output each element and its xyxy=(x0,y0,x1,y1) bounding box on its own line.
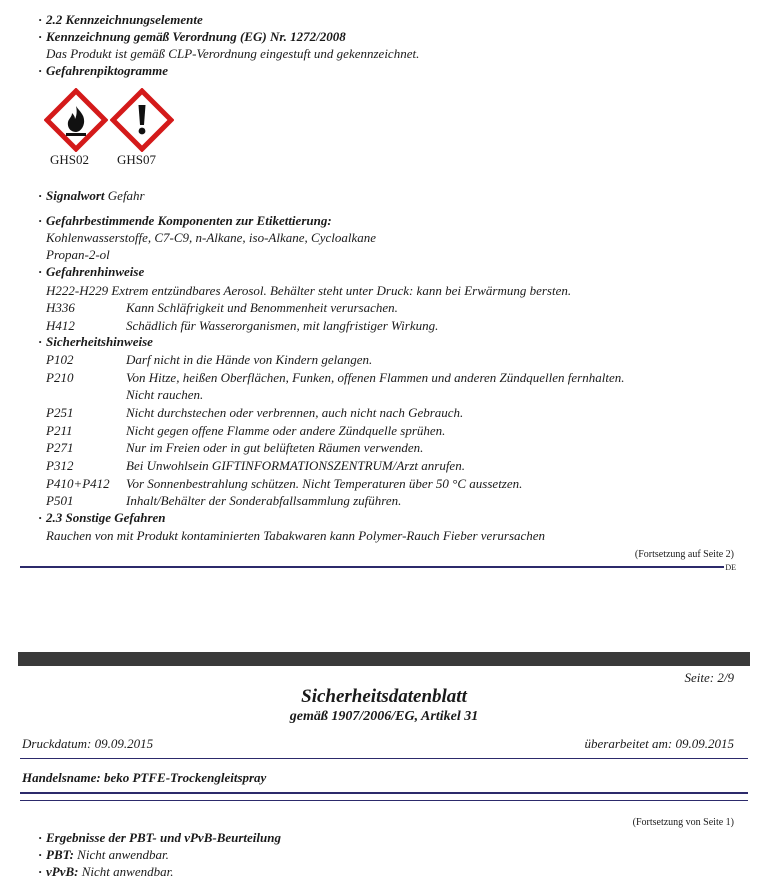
vpvb-row xyxy=(46,864,173,880)
flame-icon xyxy=(44,88,108,152)
signal-word xyxy=(46,188,145,204)
precaution-text: Nicht gegen offene Flamme oder andere Zündquelle sprühen. xyxy=(126,423,446,438)
precaution-code: P271 xyxy=(46,440,74,455)
clp-heading: · Kennzeichnung gemäß Verordnung (EG) Nr. 1272/2008 xyxy=(46,29,346,45)
header-divider-1 xyxy=(20,758,748,759)
precaution-code: P410+P412 xyxy=(46,476,110,491)
pictograms-heading: · Gefahrenpiktogramme xyxy=(46,63,168,79)
pbt-heading: · Ergebnisse der PBT- und vPvB-Beurteilung xyxy=(46,830,281,846)
continued-note: (Fortsetzung auf Seite 2) xyxy=(634,549,734,560)
precaution-code: P501 xyxy=(46,493,74,508)
page-separator-bar xyxy=(18,652,750,666)
components-line-2: Propan-2-ol xyxy=(46,247,110,262)
precaution-text: Von Hitze, heißen Oberflächen, Funken, offenen Flammen und anderen Zündquellen fernhalten. xyxy=(126,370,625,385)
components-line-1: Kohlenwasserstoffe, C7-C9, n-Alkane, iso-Alkane, Cycloalkane xyxy=(46,230,376,245)
precaution-text: Bei Unwohlsein GIFTINFORMATIONSZENTRUM/Arzt anrufen. xyxy=(126,458,465,473)
hazard-heading: · Gefahrenhinweise xyxy=(46,264,144,280)
precaution-code: P251 xyxy=(46,405,74,420)
hazard-text: Kann Schläfrigkeit und Benommenheit verursachen. xyxy=(126,300,398,315)
section-2-2-title: · 2.2 Kennzeichnungselemente xyxy=(46,12,203,28)
precaution-text: Nicht durchstechen oder verbrennen, auch nicht nach Gebrauch. xyxy=(126,405,464,420)
precaution-code: P211 xyxy=(46,423,73,438)
hazard-code: H222-H229 xyxy=(46,283,109,298)
pbt-value: Nicht anwendbar. xyxy=(77,847,169,862)
pictogram-label-ghs07: GHS07 xyxy=(117,152,157,167)
precaution-text: Darf nicht in die Hände von Kindern gelangen. xyxy=(126,352,373,367)
hazard-text: Extrem entzündbares Aerosol. Behälter steht unter Druck: kann bei Erwärmung bersten. xyxy=(111,283,572,298)
hazard-code: H412 xyxy=(46,318,75,333)
exclamation-icon xyxy=(110,88,174,152)
revised-date: überarbeitet am: 09.09.2015 xyxy=(584,736,734,751)
document-subtitle: gemäß 1907/2006/EG, Artikel 31 xyxy=(289,709,479,724)
vpvb-label: vPvB: xyxy=(46,864,79,879)
precaution-heading: · Sicherheitshinweise xyxy=(46,334,153,350)
lang-code: DE xyxy=(725,563,736,572)
page-number: Seite: 2/9 xyxy=(684,670,734,685)
pbt-row xyxy=(46,847,169,863)
pbt-label: PBT: xyxy=(46,847,74,862)
document-title: Sicherheitsdatenblatt xyxy=(301,686,467,707)
hazard-text: Schädlich für Wasserorganismen, mit langfristiger Wirkung. xyxy=(126,318,439,333)
vpvb-value: Nicht anwendbar. xyxy=(81,864,174,879)
precaution-text: Vor Sonnenbestrahlung schützen. Nicht Temperaturen über 50 °C aussetzen. xyxy=(126,476,523,491)
precaution-code: P102 xyxy=(46,352,74,367)
header-divider-2 xyxy=(20,792,748,794)
precaution-text: Inhalt/Behälter der Sonderabfallsammlung zuführen. xyxy=(126,493,402,508)
hazard-h222 xyxy=(46,283,571,299)
signal-value: Gefahr xyxy=(107,188,145,203)
trade-name: Handelsname: beko PTFE-Trockengleitspray xyxy=(22,770,267,785)
hazard-code: H336 xyxy=(46,300,75,315)
precaution-code: P312 xyxy=(46,458,74,473)
section-2-3-title: · 2.3 Sonstige Gefahren xyxy=(46,510,166,526)
precaution-text: Nur im Freien oder in gut belüfteten Räumen verwenden. xyxy=(126,440,424,455)
print-date: Druckdatum: 09.09.2015 xyxy=(22,736,154,751)
precaution-text-cont: Nicht rauchen. xyxy=(126,387,204,402)
clp-text: Das Produkt ist gemäß CLP-Verordnung eingestuft und gekennzeichnet. xyxy=(46,46,420,61)
signal-label: Signalwort xyxy=(46,188,105,203)
header-divider-3 xyxy=(20,800,748,801)
continued-from-note: (Fortsetzung von Seite 1) xyxy=(632,817,734,828)
pictogram-label-ghs02: GHS02 xyxy=(50,152,90,167)
footer-divider xyxy=(20,566,724,568)
precaution-code: P210 xyxy=(46,370,74,385)
section-2-3-text: Rauchen von mit Produkt kontaminierten Tabakwaren kann Polymer-Rauch Fieber verursachen xyxy=(46,528,546,543)
components-heading: · Gefahrbestimmende Komponenten zur Etikettierung: xyxy=(46,213,332,229)
